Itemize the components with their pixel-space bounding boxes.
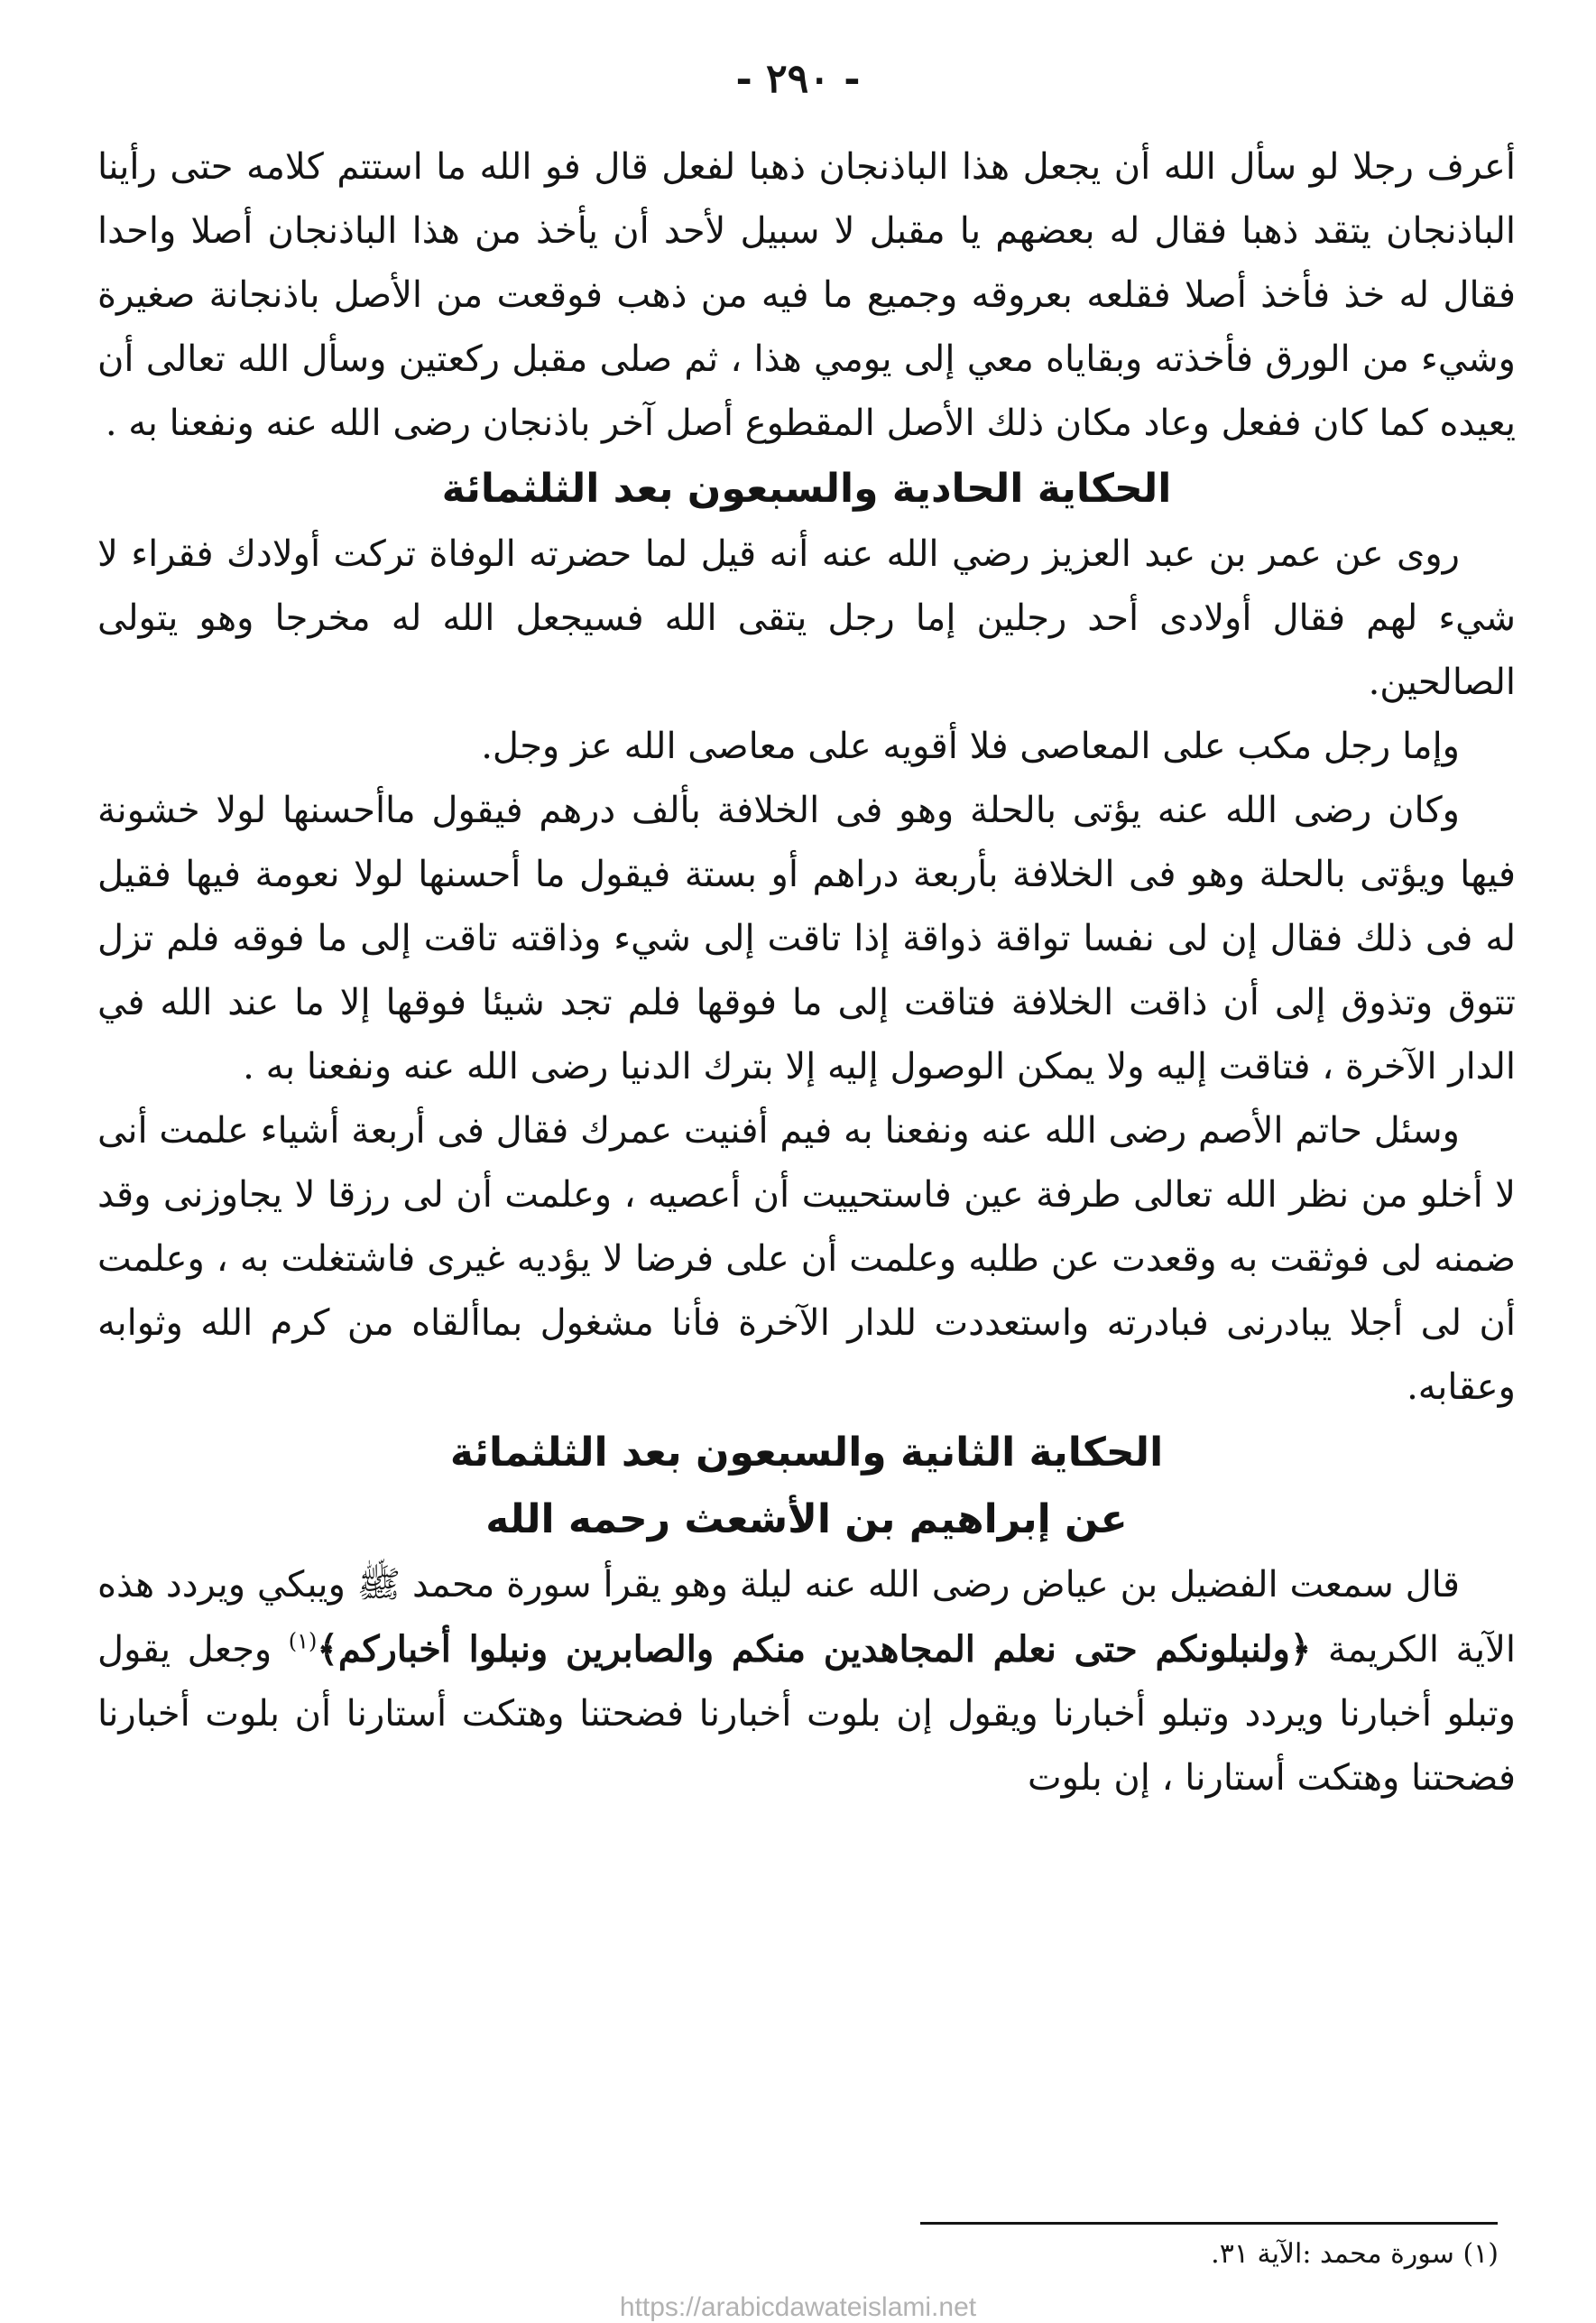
footnote: (١) سورة محمد :الآية ٣١. [1211,2238,1499,2270]
quran-verse: ﴿ولنبلونكم حتى نعلم المجاهدين منكم والصابرين ونبلوا أخباركم﴾ [317,1628,1312,1671]
paragraph: أعرف رجلا لو سأل الله أن يجعل هذا الباذنجان ذهبا لفعل قال فو الله ما استتم كلامه حتى رأينا الباذنجان يتقد ذهبا فقال له بعضهم يا مقبل لا سبيل لأحد أن يأخذ من هذا الباذنجان أصلا واحدا فقال له خذ فأخذ أصلا فقلعه بعروقه وجميع ما فيه من ذهب فوقعت من الأصل باذنجانة صغيرة وشيء من الورق فأخذته وبقاياه معي إلى يومي هذا ، ثم صلى مقبل ركعتين وسأل الله تعالى أن يعيده كما كان ففعل وعاد مكان ذلك الأصل المقطوع أصل آخر باذنجان رضى الله عنه ونفعنا به . [97,146,1517,444]
footnote-reference: (١) [288,1628,318,1654]
footnote-divider [920,2222,1498,2225]
watermark-url: https://arabicdawateislami.net [619,2292,977,2322]
paragraph: وإما رجل مكب على المعاصى فلا أقويه على معاصى الله عز وجل. [481,726,1460,767]
paragraph-text: قال سمعت الفضيل بن عياض رضى الله عنه ليلة وهو يقرأ سورة محمد ﷺ ويبكي ويردد هذه الآية الكريمة [97,1564,1517,1671]
paragraph: روى عن عمر بن عبد العزيز رضي الله عنه أنه قيل لما حضرته الوفاة تركت أولادك فقراء لا شيء لهم فقال أولادى أحد رجلين إما رجل يتقى الله فسيجعل الله له مخرجا وهو يتولى الصالحين. [97,533,1516,703]
section-heading: الحكاية الحادية والسبعون بعد الثلثمائة [441,466,1172,512]
section-heading: الحكاية الثانية والسبعون بعد الثلثمائة [449,1430,1164,1476]
body-text [97,135,1516,1810]
paragraph [97,1553,1516,1810]
paragraph-text: وجعل يقول وتبلو أخبارنا ويردد وتبلو أخبارنا ويقول إن بلوت أخبارنا فضحتنا وهتكت أستارنا أن بلوت أخبارنا فضحتنا وهتكت أستارنا ، إن بلوت [97,1629,1516,1799]
page-number: - ٢٩٠ - [735,56,861,102]
section-subheading: عن إبراهيم بن الأشعث رحمه الله [485,1496,1128,1542]
paragraph: وكان رضى الله عنه يؤتى بالحلة وهو فى الخلافة بألف درهم فيقول ماأحسنها لولا خشونة فيها ويؤتى بالحلة وهو فى الخلافة بأربعة دراهم أو بستة فيقول ما أحسنها لولا نعومة فيها فقيل له فى ذلك فقال إن لى نفسا تواقة ذواقة إذا تاقت إلى شيء وذاقته تاقت إلى ما فوقه فلم تزل تتوق وتذوق إلى أن ذاقت الخلافة فتاقت إلى ما فوقها فلم تجد شيئا فوقها إلا ما عند الله في الدار الآخرة ، فتاقت إليه ولا يمكن الوصول إليه إلا بترك الدنيا رضى الله عنه ونفعنا به . [97,790,1517,1087]
paragraph: وسئل حاتم الأصم رضى الله عنه ونفعنا به فيم أفنيت عمرك فقال فى أربعة أشياء علمت أنى لا أخلو من نظر الله تعالى طرفة عين فاستحييت أن أعصيه ، وعلمت أن لى رزقا لا يجاوزنى وقد ضمنه لى فوثقت به وقعدت عن طلبه وعلمت أن على فرضا لا يؤديه غيرى فاشتغلت به ، وعلمت أن لى أجلا يبادرنى فبادرته واستعددت للدار الآخرة فأنا مشغول بماألقاه من كرم الله وثوابه وعقابه. [97,1110,1516,1408]
